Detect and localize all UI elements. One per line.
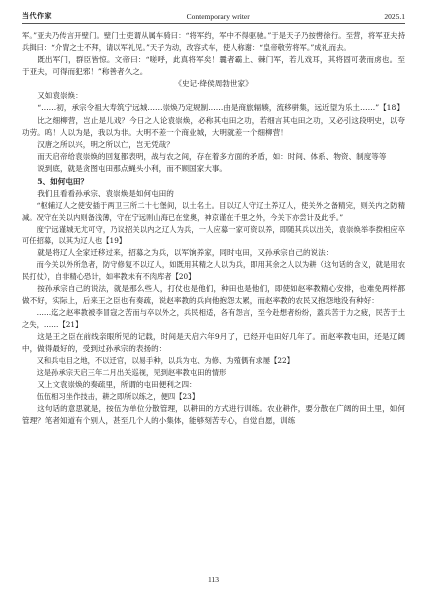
- article-body: [22, 30, 405, 568]
- paragraph: 5、如何屯田？: [37, 176, 89, 186]
- paragraph: “枢辅辽人之使安插于两卫三所二十七堡间，以土名土。目以辽人守辽土养辽人，使关外之备精完，则关内之防精减。况守在关以内则备浅薄，守在宁远则山海已在堂奥，神京谨在千里之外，今关下亦尝计及此乎。”: [22, 201, 405, 222]
- issue-number: 2025.1: [384, 12, 405, 21]
- journal-name: 当代作家: [22, 11, 52, 20]
- paragraph: 又上文袁崇焕的奏疏里，所谓的屯田便利之四：: [37, 380, 197, 390]
- paragraph: 伍伍相习坐作技击，耕之即所以练之，便四【23】: [36, 392, 200, 402]
- page-number: 113: [208, 575, 219, 584]
- paragraph: 军。”亚夫乃传言开壁门。壁门士吏谓从属车骑曰：“将军约，军中不得驱驰。”于是天子乃按辔徐行。至营，将军亚夫持兵揖曰：“介胄之士不拜，请以军礼见。”天子为动，改容式车，使人称谢：“皇帝敬劳将军。”成礼而去。: [22, 31, 405, 52]
- journal-english-name: Contemporary writer: [186, 12, 250, 21]
- paragraph: 而天启帝给袁崇焕的回复都表明，战与农之间，存在着多方面的矛盾，如：时间、体系、物资、制度等等: [37, 152, 387, 162]
- paragraph: 比之细柳营，岂止是儿戏？今日之人论袁崇焕，必称其屯田之功，若细言其屯田之功，又必引这段明史，以夸功劳。呜！人以为是，我以为非。大明不差一个商业城，大明就差一个细柳营！: [22, 115, 405, 137]
- paragraph: 汉唐之所以兴，明之所以亡，岂无凭哉？: [37, 140, 174, 150]
- paragraph: 这是孙承宗天启三年二月出关巡视，见到赵率教屯田的情形: [36, 368, 227, 378]
- paragraph: 按孙承宗自己的说法，就是那么些人，打仗也是他们，种田也是他们，即使如赵率教精心安排，也难免两样都做不好，实际上，后来王之臣也有奏疏，说赵率教的兵向他抱怨太累，而赵率教的农民又抱怨地没有种好：: [22, 284, 405, 306]
- paragraph: 我们且看看孙承宗、袁崇焕是如何屯田的: [37, 188, 174, 198]
- paragraph: ……迄之赵率教被李冒寇之苦而与卒以外之，兵民相适，各有怨言，至今赴想者纷纷，蓋兵苦于力之疲，民苦于土之失，……【21】: [22, 308, 405, 330]
- paragraph: “……初，承宗令祖大寿筑宁远城……崇焕乃定规制……由是商旅辐辏，流移骈集，远近望为乐土……”【18】: [37, 103, 404, 113]
- paragraph: 又如袁崇焕：: [37, 91, 83, 101]
- paragraph: 就是将辽人全家迁移过来，招募之为兵，以军饷养家，同时屯田，又孙承宗自己的说法：: [37, 248, 334, 258]
- paragraph: 这是王之臣在前线亲眼所见的记载，时间是天启六年9月了，已经开屯田好几年了。而赵率教屯田，还是辽阔中，做得最好的，受到过孙承宗的表扬的：: [22, 332, 405, 354]
- page-header: [22, 10, 405, 24]
- paragraph: 说到底，就是贪图屯田那点蝇头小利，而不顾国家大事。: [37, 164, 228, 174]
- paragraph: 度宁远谨城无尤可守，乃议招关以内之辽人为兵，一人应募一家可资以养，即随其兵以出关，袁崇焕举李揆相应卒可任招募，以其为辽人也【19】: [22, 224, 405, 246]
- paragraph: 这句话的意思就是，按伍为单位分散管理，以耕田的方式进行训练。农业耕作，要分散在广阔的田土里，如何管理？笔者知道有个别人，甚至几个人的小集体，能够刻苦专心，自觉自愿，训练: [22, 404, 405, 426]
- paragraph: 《史记·绛侯周勃世家》: [174, 79, 253, 88]
- paragraph: 而今关以外所急者，防守修复不以辽人，如既用其精之人以为兵，即用其余之人以为耕（这句话的含义，就是用农民打仗），自非精心恐计，如率教未有不肉库者【20】: [22, 260, 405, 282]
- paragraph: 既出军门，群臣皆惊。文帝曰：“嗟呼，此真将军矣！曩者霸上、棘门军，若儿戏耳，其将固可袭而虏也。至于亚夫，可得而犯邪！”称善者久之。: [22, 54, 405, 76]
- paragraph: 又和兵屯目之地，不以迁官，以易手种，以兵为屯、为修、为殖偶有求屡【22】: [36, 356, 294, 366]
